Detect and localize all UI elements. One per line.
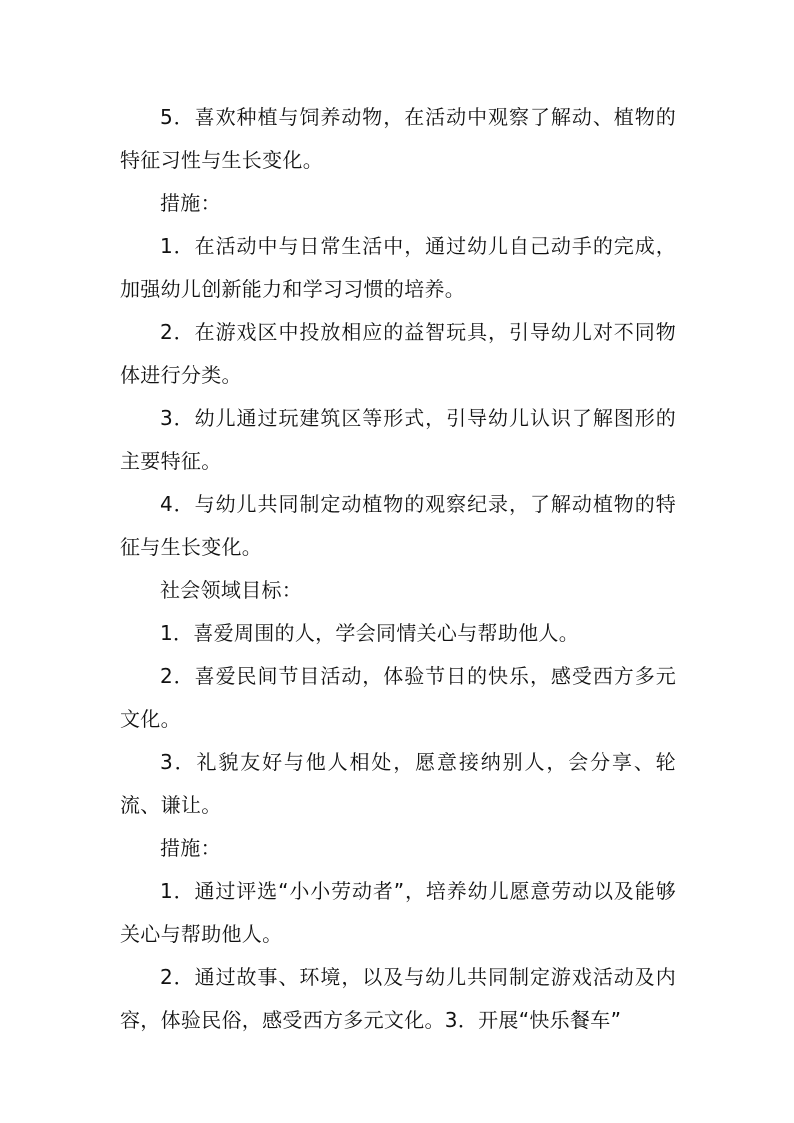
paragraph-science-goal-5: 5．喜欢种植与饲养动物，在活动中观察了解动、植物的特征习性与生长变化。 [120,105,676,172]
paragraph-measure-3: 3．幼儿通过玩建筑区等形式，引导幼儿认识了解图形的主要特征。 [120,406,676,473]
paragraph-social-goal-3: 3．礼貌友好与他人相处，愿意接纳别人，会分享、轮流、谦让。 [120,750,676,817]
paragraph-social-goal-2: 2．喜爱民间节目活动，体验节日的快乐，感受西方多元文化。 [120,664,676,731]
paragraph-measure-2: 2．在游戏区中投放相应的益智玩具，引导幼儿对不同物体进行分类。 [120,320,676,387]
paragraph-social-goal-1: 1．喜爱周围的人，学会同情关心与帮助他人。 [160,621,580,645]
paragraph-measures-heading: 措施： [160,191,221,215]
paragraph-social-measure-2: 2．通过故事、环境，以及与幼儿共同制定游戏活动及内容，体验民俗，感受西方多元文化。3．开展“快乐餐车” [120,965,676,1032]
paragraph-measure-1: 1．在活动中与日常生活中，通过幼儿自己动手的完成，加强幼儿创新能力和学习习惯的培养。 [120,234,676,301]
paragraph-social-measure-1: 1．通过评选“小小劳动者”，培养幼儿愿意劳动以及能够关心与帮助他人。 [120,879,676,946]
document-body [120,96,676,1042]
paragraph-measure-4: 4．与幼儿共同制定动植物的观察纪录，了解动植物的特征与生长变化。 [120,492,676,559]
paragraph-social-goals-heading: 社会领域目标： [160,578,303,602]
paragraph-social-measures-heading: 措施： [160,836,221,860]
